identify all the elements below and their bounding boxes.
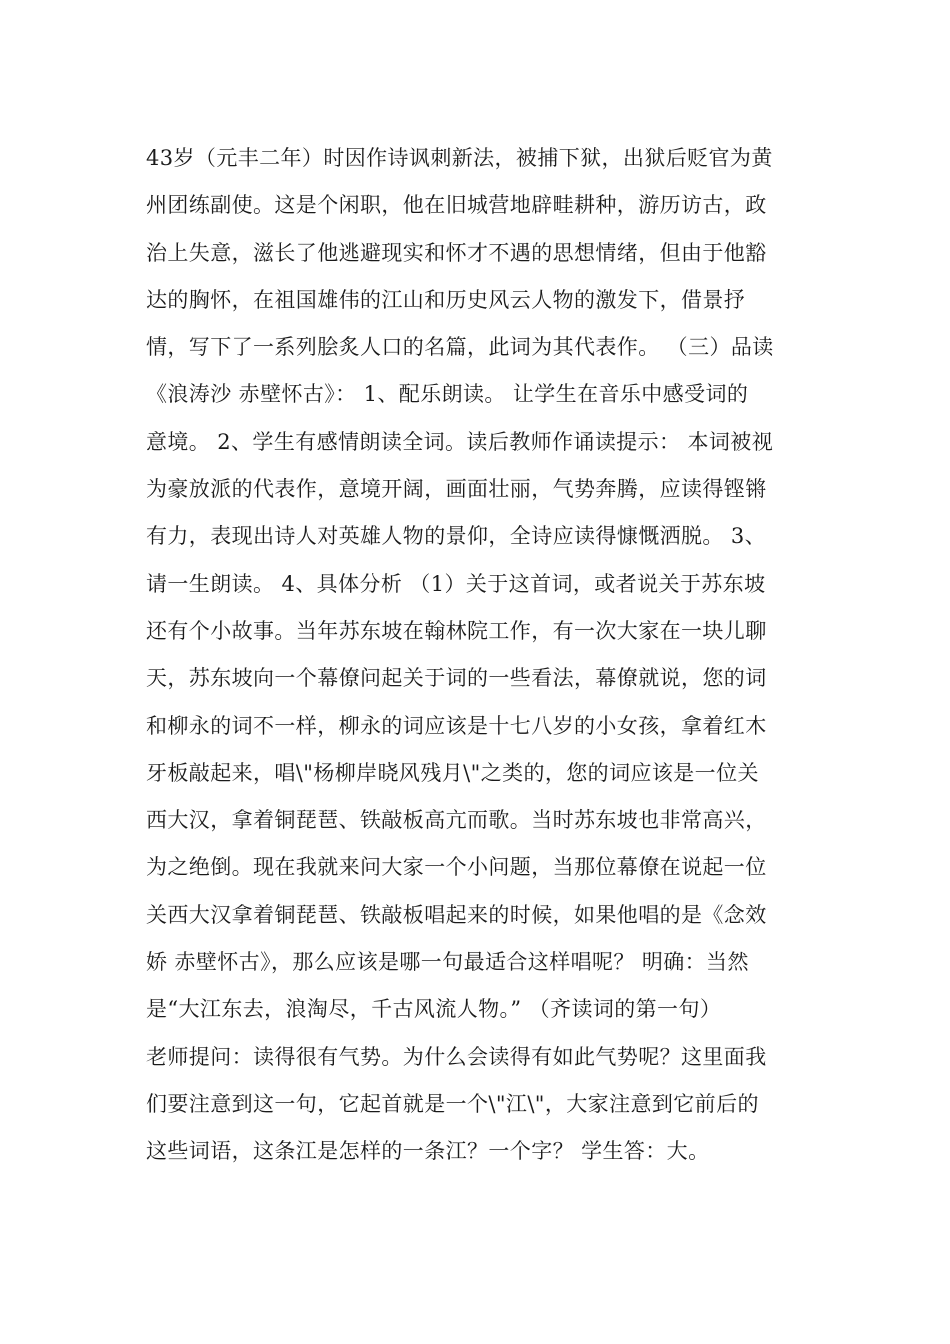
text-line: 《浪涛沙 赤壁怀古》： 1、配乐朗读。 让学生在音乐中感受词的 xyxy=(146,382,749,407)
text-line: 情，写下了一系列脍炙人口的名篇，此词为其代表作。 （三）品读 xyxy=(146,335,774,360)
text-line: 牙板敲起来，唱\"杨柳岸晓风残月\"之类的，您的词应该是一位关 xyxy=(146,760,759,785)
text-line: 为之绝倒。现在我就来问大家一个小问题，当那位幕僚在说起一位 xyxy=(146,855,767,880)
text-line: 还有个小故事。当年苏东坡在翰林院工作，有一次大家在一块儿聊 xyxy=(146,618,767,643)
text-line: 有力，表现出诗人对英雄人物的景仰，全诗应读得慷慨洒脱。 3、 xyxy=(146,524,767,549)
text-line: 治上失意，滋长了他逃避现实和怀才不遇的思想情绪，但由于他豁 xyxy=(146,240,767,265)
text-line: 是“大江东去，浪淘尽，千古风流人物。” （齐读词的第一句） xyxy=(146,997,722,1022)
text-line: 们要注意到这一句，它起首就是一个\"江\"，大家注意到它前后的 xyxy=(146,1091,759,1116)
text-line: 州团练副使。这是个闲职，他在旧城营地辟畦耕种，游历访古，政 xyxy=(146,193,767,218)
text-line: 关西大汉拿着铜琵琶、铁敲板唱起来的时候，如果他唱的是《念效 xyxy=(146,902,767,927)
text-line: 43岁（元丰二年）时因作诗讽刺新法，被捕下狱，出狱后贬官为黄 xyxy=(146,146,773,170)
text-line: 达的胸怀，在祖国雄伟的江山和历史风云人物的激发下，借景抒 xyxy=(146,287,746,312)
text-line: 西大汉，拿着铜琵琶、铁敲板高亢而歌。当时苏东坡也非常高兴， xyxy=(146,808,767,833)
text-line: 老师提问：读得很有气势。为什么会读得有如此气势呢？这里面我 xyxy=(146,1044,767,1069)
text-line: 为豪放派的代表作，意境开阔，画面壮丽，气势奔腾，应读得铿锵 xyxy=(146,477,767,502)
text-line: 天，苏东坡向一个幕僚问起关于词的一些看法，幕僚就说，您的词 xyxy=(146,666,767,691)
body-text xyxy=(146,135,826,1176)
text-line: 意境。 2、学生有感情朗读全词。读后教师作诵读提示： 本词被视 xyxy=(146,429,774,454)
text-line: 和柳永的词不一样，柳永的词应该是十七八岁的小女孩，拿着红木 xyxy=(146,713,767,738)
text-line: 娇 赤壁怀古》，那么应该是哪一句最适合这样唱呢？ 明确：当然 xyxy=(146,950,749,975)
text-line: 请一生朗读。 4、具体分析 （1）关于这首词，或者说关于苏东坡 xyxy=(146,571,766,596)
text-line: 这些词语，这条江是怎样的一条江？一个字？ 学生答：大。 xyxy=(146,1139,710,1164)
